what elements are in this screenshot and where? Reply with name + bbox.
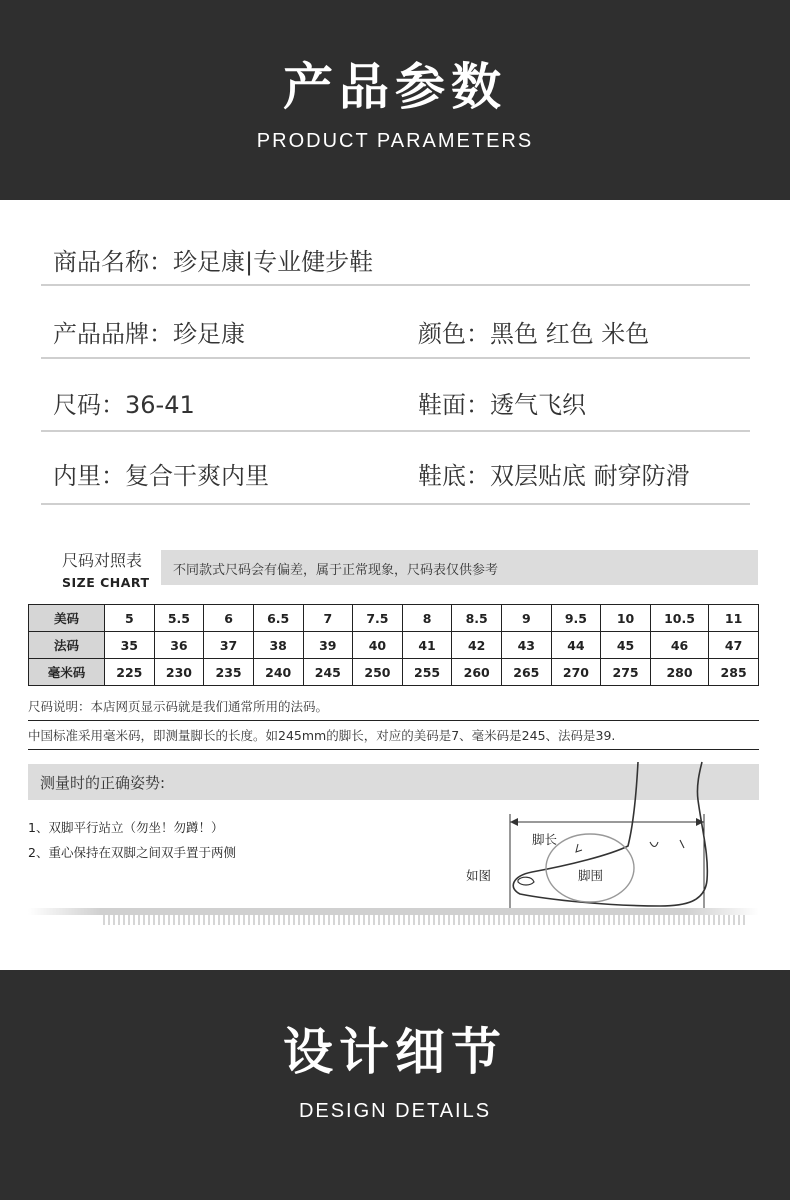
size-chart-heading [62,548,150,590]
size-cell: 275 [601,659,651,686]
size-cell: 38 [253,632,303,659]
size-cell: 10.5 [650,605,708,632]
param-color: 颜色：黑色 红色 米色 [418,320,650,348]
section-title: 设计细节 [283,1023,507,1081]
row-label: 美码 [29,605,105,632]
param-row [41,222,750,286]
size-explain-2: 中国标准采用毫米码，即测量脚长的长度。如245mm的脚长，对应的美码是7、毫米码是245、法码是39. [28,726,759,750]
size-cell: 260 [452,659,502,686]
table-row [29,605,759,632]
arrow-head-right [696,818,704,826]
size-cell: 40 [353,632,403,659]
size-cell: 6.5 [253,605,303,632]
toe-nail [518,877,534,885]
param-upper: 鞋面：透气飞织 [418,391,586,419]
measure-step-2: 2、重心保持在双脚之间双手置于两侧 [28,845,236,860]
size-cell: 44 [551,632,601,659]
row-label: 法码 [29,632,105,659]
size-cell: 37 [204,632,254,659]
size-cell: 270 [551,659,601,686]
size-cell: 47 [709,632,759,659]
param-size: 尺码：36-41 [53,391,195,419]
size-cell: 36 [154,632,204,659]
section-subtitle: DESIGN DETAILS [298,1100,492,1122]
param-row [41,432,750,505]
param-name: 商品名称：珍足康|专业健步鞋 [53,248,374,276]
size-cell: 6 [204,605,254,632]
param-brand: 产品品牌：珍足康 [53,320,245,348]
section-subtitle: PRODUCT PARAMETERS [256,130,534,152]
ankle-mark [680,840,684,848]
size-cell: 8 [402,605,452,632]
size-explain-1: 尺码说明：本店网页显示码就是我们通常所用的法码。 [28,697,759,721]
label-as-shown: 如图 [466,868,492,883]
param-lining: 内里：复合干爽内里 [53,462,269,490]
ruler [28,906,759,928]
label-foot-length: 脚长 [532,832,558,847]
size-cell: 46 [650,632,708,659]
size-cell: 8.5 [452,605,502,632]
size-cell: 5.5 [154,605,204,632]
size-cell: 230 [154,659,204,686]
label-foot-girth: 脚围 [578,868,604,883]
foot-diagram [460,760,760,920]
table-row [29,632,759,659]
size-cell: 225 [105,659,155,686]
measure-heading: 测量时的正确姿势: [28,764,759,800]
row-label: 毫米码 [29,659,105,686]
size-cell: 42 [452,632,502,659]
footer-band [0,970,790,1200]
size-cell: 265 [502,659,552,686]
size-cell: 245 [303,659,353,686]
ankle-mark [650,842,658,847]
size-cell: 7 [303,605,353,632]
param-sole: 鞋底：双层贴底 耐穿防滑 [418,462,690,490]
size-cell: 7.5 [353,605,403,632]
size-cell: 250 [353,659,403,686]
size-cell: 235 [204,659,254,686]
size-cell: 280 [650,659,708,686]
measure-step-1: 1、双脚平行站立（勿坐！勿蹲！） [28,820,224,835]
size-cell: 45 [601,632,651,659]
size-cell: 43 [502,632,552,659]
size-cell: 9.5 [551,605,601,632]
size-chart-title: 尺码对照表 [62,551,143,570]
size-cell: 240 [253,659,303,686]
header-band [0,0,790,200]
table-row [29,659,759,686]
size-cell: 285 [709,659,759,686]
size-chart-note: 不同款式尺码会有偏差，属于正常现象，尺码表仅供参考 [161,550,758,585]
size-cell: 9 [502,605,552,632]
foot-illustration [460,760,760,920]
size-cell: 5 [105,605,155,632]
size-cell: 41 [402,632,452,659]
size-cell: 39 [303,632,353,659]
size-chart-title-en: SIZE CHART [62,575,150,590]
param-row [41,286,750,359]
size-table [28,604,759,686]
size-cell: 10 [601,605,651,632]
param-row [41,359,750,432]
arrow-head-left [510,818,518,826]
product-params [41,222,750,505]
girth-pointer [576,844,582,852]
size-cell: 11 [709,605,759,632]
size-cell: 35 [105,632,155,659]
section-title: 产品参数 [283,58,507,116]
size-cell: 255 [402,659,452,686]
